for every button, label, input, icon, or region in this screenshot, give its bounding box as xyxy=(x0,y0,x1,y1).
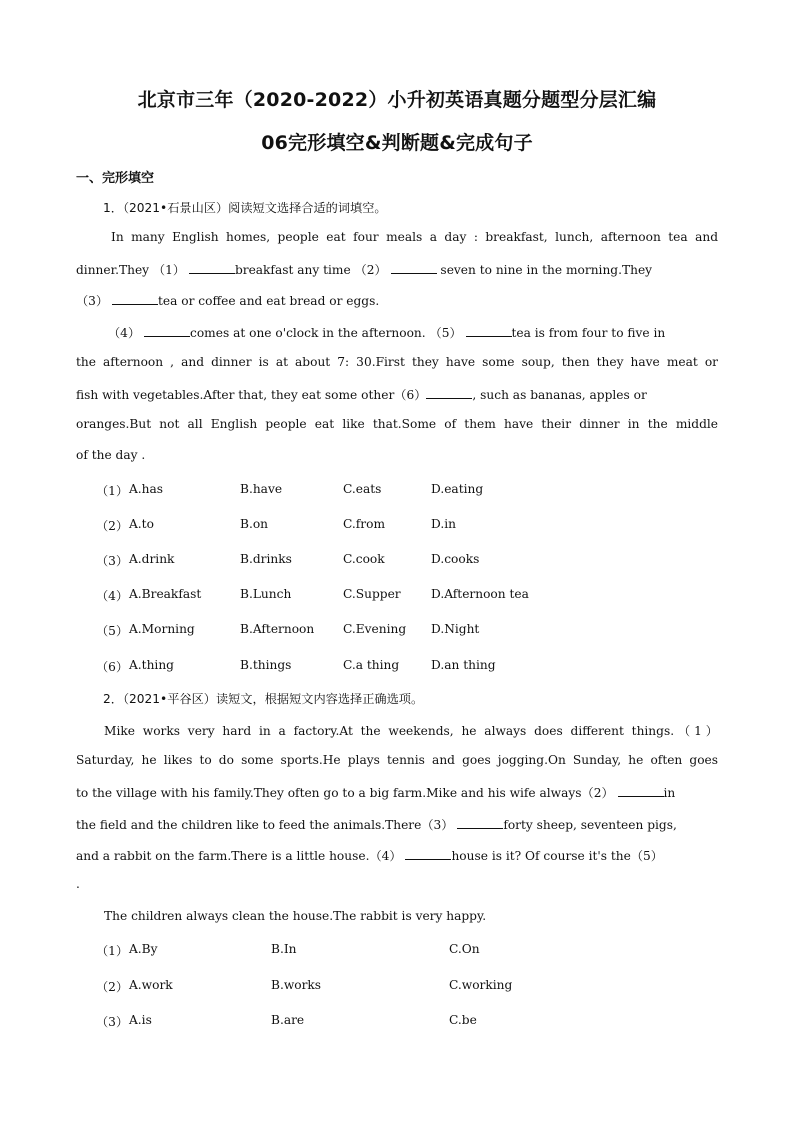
option-d[interactable]: D.cooks xyxy=(431,552,480,566)
answer-blank[interactable] xyxy=(391,262,437,274)
option-a[interactable]: A.has xyxy=(129,482,164,496)
q1-passage-line: （3） tea or coffee and eat bread or eggs. xyxy=(76,294,380,308)
option-number: （1） xyxy=(96,944,129,958)
option-b[interactable]: B.on xyxy=(240,517,269,531)
option-c[interactable]: C.Evening xyxy=(343,622,407,636)
q1-passage-line: oranges.But not all English people eat like that.Some of them have their dinner in the middle xyxy=(76,417,718,431)
option-a[interactable]: A.drink xyxy=(129,552,175,566)
q2-passage-line: Mike works very hard in a factory.At the weekends, he always does different things.（1） xyxy=(104,724,718,738)
option-c[interactable]: C.working xyxy=(449,978,513,992)
option-b[interactable]: B.have xyxy=(240,482,283,496)
option-number: （3） xyxy=(96,1015,129,1029)
answer-blank[interactable] xyxy=(112,293,158,305)
option-b[interactable]: B.works xyxy=(271,978,322,992)
document-subtitle: 06完形填空&判断题&完成句子 xyxy=(261,132,533,154)
option-d[interactable]: D.in xyxy=(431,517,456,531)
answer-blank[interactable] xyxy=(466,325,512,337)
answer-blank[interactable] xyxy=(618,785,664,797)
option-b[interactable]: B.Lunch xyxy=(240,587,292,601)
q1-passage-line: dinner.They （1） breakfast any time （2） seven to nine in the morning.They xyxy=(76,263,653,277)
option-a[interactable]: A.work xyxy=(129,978,173,992)
option-a[interactable]: A.Morning xyxy=(129,622,195,636)
q2-passage-line: . xyxy=(76,877,80,891)
option-a[interactable]: A.is xyxy=(129,1013,152,1027)
q2-passage-line: the field and the children like to feed the animals.There（3） forty sheep, seventeen pigs, xyxy=(76,818,677,832)
question-2-intro: 2．（2021•平谷区）读短文，根据短文内容选择正确选项。 xyxy=(103,692,424,706)
option-c[interactable]: C.a thing xyxy=(343,658,400,672)
answer-blank[interactable] xyxy=(189,262,235,274)
option-number: （2） xyxy=(96,980,129,994)
option-c[interactable]: C.eats xyxy=(343,482,382,496)
option-b[interactable]: B.are xyxy=(271,1013,305,1027)
answer-blank[interactable] xyxy=(144,325,190,337)
section-heading: 一、完形填空 xyxy=(76,171,155,186)
option-c[interactable]: C.On xyxy=(449,942,480,956)
q1-passage-line: of the day . xyxy=(76,448,146,462)
option-a[interactable]: A.By xyxy=(129,942,158,956)
document-title: 北京市三年（2020-2022）小升初英语真题分题型分层汇编 xyxy=(137,89,657,111)
option-d[interactable]: D.Afternoon tea xyxy=(431,587,529,601)
q2-passage-line: to the village with his family.They often go to a big farm.Mike and his wife always（2） in xyxy=(76,786,676,800)
option-a[interactable]: A.thing xyxy=(129,658,174,672)
option-d[interactable]: D.an thing xyxy=(431,658,496,672)
option-c[interactable]: C.from xyxy=(343,517,385,531)
option-b[interactable]: B.things xyxy=(240,658,292,672)
option-c[interactable]: C.cook xyxy=(343,552,385,566)
option-number: （1） xyxy=(96,484,129,498)
question-1-intro: 1．（2021•石景山区）阅读短文选择合适的词填空。 xyxy=(103,201,387,215)
option-c[interactable]: C.Supper xyxy=(343,587,401,601)
option-b[interactable]: B.In xyxy=(271,942,297,956)
q2-passage-line: Saturday, he likes to do some sports.He plays tennis and goes jogging.On Sunday, he often goes xyxy=(76,753,718,767)
option-b[interactable]: B.Afternoon xyxy=(240,622,315,636)
option-a[interactable]: A.Breakfast xyxy=(129,587,202,601)
option-a[interactable]: A.to xyxy=(129,517,154,531)
option-c[interactable]: C.be xyxy=(449,1013,477,1027)
option-number: （6） xyxy=(96,660,129,674)
answer-blank[interactable] xyxy=(426,387,472,399)
q1-passage-line: the afternoon , and dinner is at about 7: 30.First they have some soup, then they have meat or xyxy=(76,355,718,369)
q2-passage-line: and a rabbit on the farm.There is a little house.（4） house is it? Of course it's the（5） xyxy=(76,849,663,863)
q1-passage-line: In many English homes, people eat four meals a day : breakfast, lunch, afternoon tea and xyxy=(111,230,718,244)
option-number: （2） xyxy=(96,519,129,533)
option-number: （3） xyxy=(96,554,129,568)
answer-blank[interactable] xyxy=(405,848,451,860)
q2-passage-line: The children always clean the house.The rabbit is very happy. xyxy=(104,909,487,923)
option-d[interactable]: D.eating xyxy=(431,482,484,496)
q1-passage-line: fish with vegetables.After that, they eat some other（6） , such as bananas, apples or xyxy=(76,388,647,402)
option-b[interactable]: B.drinks xyxy=(240,552,292,566)
option-number: （5） xyxy=(96,624,129,638)
q1-passage-line: （4） comes at one o'clock in the afternoon. （5） tea is from four to five in xyxy=(108,326,666,340)
answer-blank[interactable] xyxy=(457,817,503,829)
option-d[interactable]: D.Night xyxy=(431,622,480,636)
option-number: （4） xyxy=(96,589,129,603)
